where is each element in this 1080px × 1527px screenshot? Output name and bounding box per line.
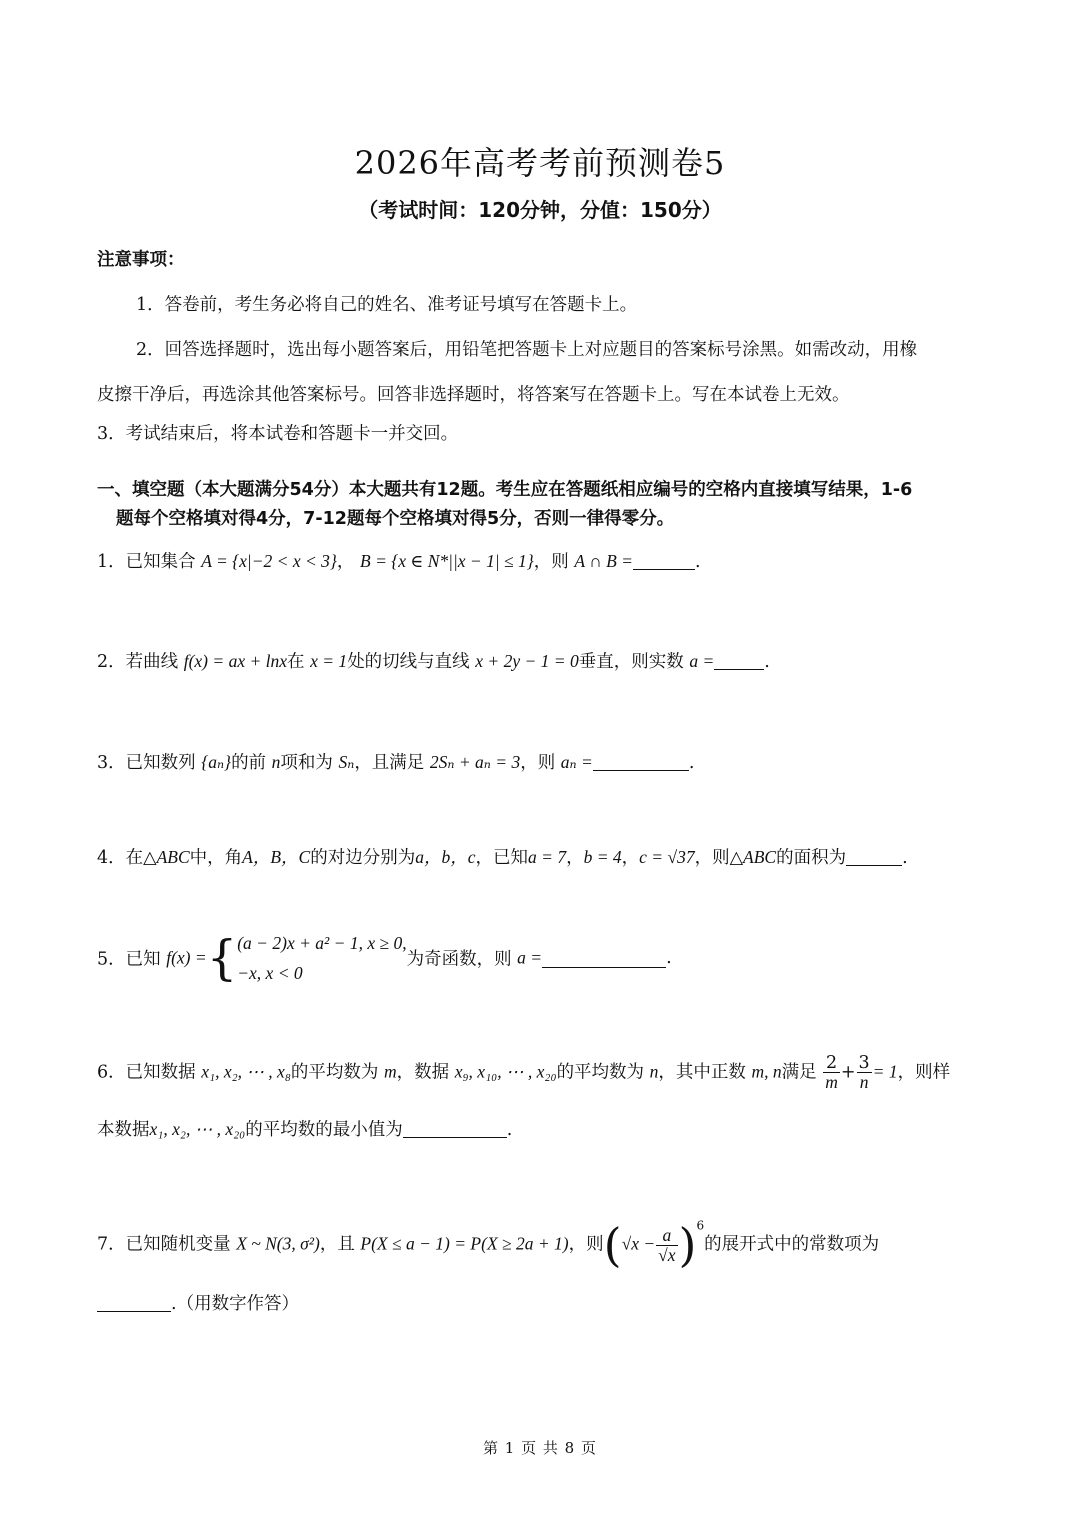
question-5: 5．已知 f(x) ={ (a − 2)x + a² − 1, x ≥ 0, −x, x < 0 为奇函数，则 a = . bbox=[97, 930, 672, 986]
fraction-a-over-sqrt-x: $\frac{a}{√x}$ bbox=[658, 1225, 676, 1265]
question-4: 4．在△ABC中，角A，B，C的对边分别为a，b，c，已知a = 7，b = 4，c = √37，则△ABC的面积为 . bbox=[97, 847, 908, 868]
notice-item-2-line-2: 皮擦干净后，再选涂其他答案标号。回答非选择题时，将答案写在答题卡上。写在本试卷上无效。 bbox=[97, 385, 850, 405]
section-1-line-1: 一、填空题（本大题满分54分）本大题共有12题。考生应在答题纸相应编号的空格内直接填写结果，1-6 bbox=[97, 480, 913, 500]
question-number: 2． bbox=[97, 652, 126, 672]
question-number: 6． bbox=[97, 1062, 126, 1083]
question-number: 5． bbox=[97, 949, 126, 970]
piecewise-cases: (a − 2)x + a² − 1, x ≥ 0, −x, x < 0 bbox=[237, 933, 407, 983]
question-number: 4． bbox=[97, 848, 126, 868]
question-2: 2．若曲线 f(x) = ax + lnx在 x = 1处的切线与直线 x + 2y − 1 = 0垂直，则实数 a = . bbox=[97, 651, 770, 672]
answer-blank bbox=[593, 752, 689, 771]
answer-blank bbox=[846, 847, 902, 866]
question-1: 1．已知集合 A = {x|−2 < x < 3}， B = {x ∈ N*||x − 1| ≤ 1}，则 A ∩ B = . bbox=[97, 551, 701, 572]
answer-blank bbox=[714, 651, 764, 670]
exam-title: 2026年高考考前预测卷5 bbox=[354, 144, 726, 182]
notice-item-3: 3．考试结束后，将本试卷和答题卡一并交回。 bbox=[97, 424, 459, 444]
notice-heading: 注意事项： bbox=[97, 250, 185, 270]
question-number: 1． bbox=[97, 552, 126, 572]
question-6-line-2: 本数据x₁, x₂, ⋯ , x₂₀的平均数的最小值为 . bbox=[97, 1119, 513, 1140]
fraction-2-over-m: $\frac{2}{m}$ bbox=[825, 1053, 838, 1093]
set-a: A = {x|−2 < x < 3} bbox=[201, 551, 337, 571]
question-3: 3．已知数列 {aₙ}的前 n项和为 Sₙ，且满足 2Sₙ + aₙ = 3，则 aₙ = . bbox=[97, 752, 695, 773]
question-7-line-2: .（用数字作答） bbox=[97, 1290, 299, 1315]
question-6-line-1: 6．已知数据 x₁, x₂, ⋯ , x₈的平均数为 m，数据 x₉, x₁₀, ⋯ , x₂₀的平均数为 n，其中正数 m, n满足 $\frac{2}{m}$ + $\frac{3}{n}$ = 1，则样 bbox=[97, 1053, 951, 1093]
left-brace: { bbox=[206, 930, 238, 986]
fraction-3-over-n: $\frac{3}{n}$ bbox=[858, 1053, 870, 1093]
section-1-line-2: 题每个空格填对得4分，7-12题每个空格填对得5分，否则一律得零分。 bbox=[116, 509, 675, 529]
page-footer: 第 1 页 共 8 页 bbox=[483, 1439, 597, 1457]
notice-item-1: 1．答卷前，考生务必将自己的姓名、准考证号填写在答题卡上。 bbox=[136, 295, 638, 315]
answer-blank bbox=[633, 551, 695, 570]
right-paren: ) bbox=[678, 1218, 697, 1272]
set-b: B = {x ∈ N*||x − 1| ≤ 1} bbox=[360, 551, 534, 571]
exam-subtitle: （考试时间：120分钟，分值：150分） bbox=[358, 198, 722, 222]
left-paren: ( bbox=[603, 1218, 622, 1272]
notice-item-2-line-1: 2．回答选择题时，选出每小题答案后，用铅笔把答题卡上对应题目的答案标号涂黑。如需改动，用橡 bbox=[136, 340, 918, 360]
answer-blank bbox=[97, 1293, 171, 1312]
answer-blank bbox=[403, 1119, 507, 1138]
question-number: 7． bbox=[97, 1234, 126, 1255]
question-number: 3． bbox=[97, 753, 126, 773]
question-7-line-1: 7．已知随机变量 X ~ N(3, σ²)，且 P(X ≤ a − 1) = P(X ≥ 2a + 1)，则(√x − $\frac{a}{√x}$ )$^6$的展开式中的常数项为 bbox=[97, 1218, 880, 1272]
answer-blank bbox=[542, 949, 666, 968]
